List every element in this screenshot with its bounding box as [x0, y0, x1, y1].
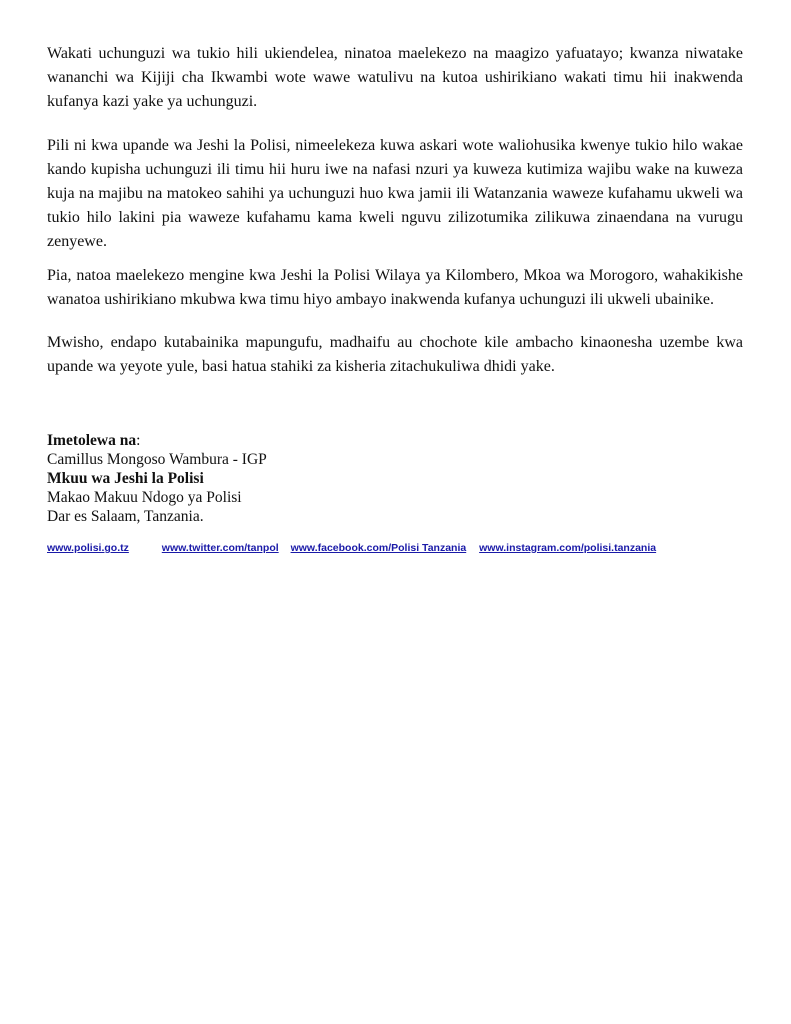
- signatory-name: Camillus Mongoso Wambura - IGP: [47, 451, 267, 468]
- issued-by-colon: :: [136, 432, 141, 449]
- press-release-page: [47, 42, 743, 554]
- facebook-link[interactable]: www.facebook.com/Polisi Tanzania: [290, 542, 467, 554]
- signatory-title: Mkuu wa Jeshi la Polisi: [47, 470, 204, 487]
- social-links: [47, 542, 743, 554]
- instagram-link[interactable]: www.instagram.com/polisi.tanzania: [479, 542, 657, 554]
- website-link[interactable]: www.polisi.go.tz: [47, 542, 129, 554]
- signatory-location: Dar es Salaam, Tanzania.: [47, 508, 204, 525]
- twitter-link[interactable]: www.twitter.com/tanpol: [161, 542, 279, 554]
- paragraph-instructions: Wakati uchunguzi wa tukio hili ukiendelea, ninatoa maelekezo na maagizo yafuatayo; kwanza niwatake wananchi wa Kijiji cha Ikwambi wote wawe watulivu na kutoa ushirikiano wakati timu hii inakwenda kufanya kazi yake ya uchunguzi.: [47, 45, 743, 110]
- paragraph-police-officers: Pili ni kwa upande wa Jeshi la Polisi, nimeelekeza kuwa askari wote waliohusika kwenye tukio hilo wakae kando kupisha uchunguzi ili timu hii huru iwe na nafasi nzuri ya kuweza kutimiza wajibu wake na kuweza kuja na majibu na matokeo sahihi ya uchunguzi huo kwa jamii ili Watanzania waweze kufahamu ukweli wa tukio hilo lakini pia waweze kufahamu kama kweli nguvu zilizotumika zilikuwa zinaendana na vurugu zenyewe.: [47, 137, 743, 250]
- issued-by-label: Imetolewa na: [47, 432, 137, 449]
- paragraph-kilombero-police: Pia, natoa maelekezo mengine kwa Jeshi la Polisi Wilaya ya Kilombero, Mkoa wa Morogoro, wahakikishe wanatoa ushirikiano mkubwa kwa timu hiyo ambayo inakwenda kufanya uchunguzi ili ukweli ubainike.: [47, 267, 743, 308]
- signature-block: [47, 431, 743, 526]
- issued-by-line: [47, 431, 743, 450]
- signatory-office: Makao Makuu Ndogo ya Polisi: [47, 489, 242, 506]
- paragraph-conclusion: Mwisho, endapo kutabainika mapungufu, madhaifu au chochote kile ambacho kinaonesha uzembe kwa upande wa yeyote yule, basi hatua stahiki za kisheria zitachukuliwa dhidi yake.: [47, 334, 743, 375]
